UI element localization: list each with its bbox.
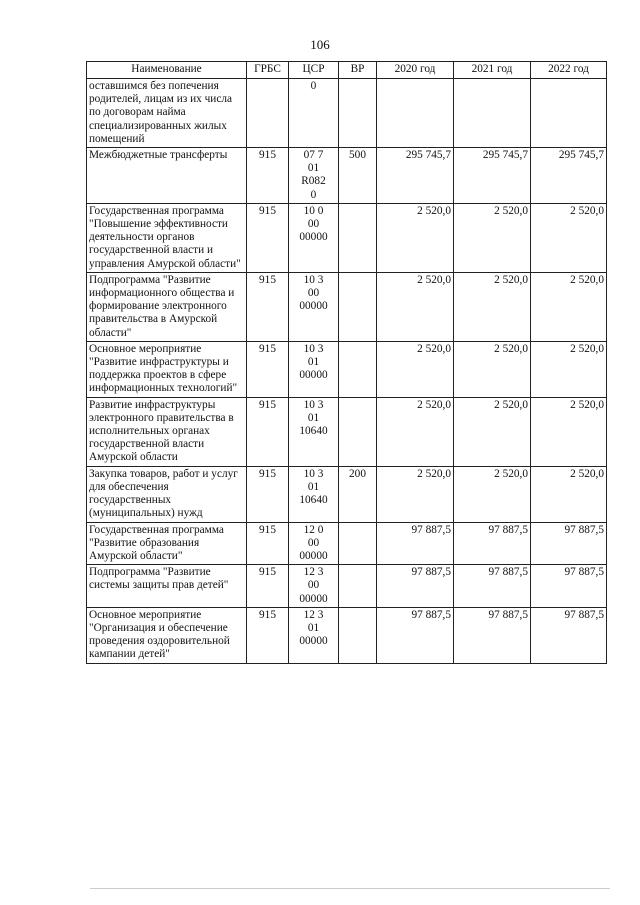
csr-code-line: 12 0: [303, 523, 324, 536]
row-2020-cell: 2 520,0: [377, 466, 454, 522]
row-2021-cell: 97 887,5: [454, 522, 531, 565]
row-grbs-cell: 915: [247, 203, 289, 272]
csr-code-line: 10 3: [303, 467, 324, 480]
row-csr-cell: [289, 466, 339, 522]
table-row: [87, 466, 607, 522]
row-2022-cell: 2 520,0: [531, 397, 607, 466]
row-name-cell: Закупка товаров, работ и услуг для обеспечения государственных (муниципальных) нужд: [87, 466, 247, 522]
row-2021-cell: 2 520,0: [454, 272, 531, 341]
row-grbs-cell: 915: [247, 565, 289, 608]
row-2021-cell: 2 520,0: [454, 203, 531, 272]
row-vr-cell: [339, 272, 377, 341]
csr-code-line: 00: [307, 536, 320, 549]
csr-code-line: 01: [307, 411, 320, 424]
csr-code-line: R082: [301, 175, 326, 188]
csr-code-line: 00: [307, 287, 320, 300]
row-2022-cell: [531, 79, 607, 148]
row-grbs-cell: 915: [247, 341, 289, 397]
csr-code-line: 12 3: [303, 566, 324, 579]
csr-code-line: 00000: [299, 231, 328, 244]
row-2022-cell: 2 520,0: [531, 466, 607, 522]
row-vr-cell: [339, 565, 377, 608]
row-csr-cell: [289, 203, 339, 272]
row-2022-cell: 97 887,5: [531, 522, 607, 565]
row-name-cell: Межбюджетные трансферты: [87, 148, 247, 204]
csr-code-line: 01: [307, 356, 320, 369]
row-name-cell: Государственная программа "Развитие образования Амурской области": [87, 522, 247, 565]
row-2021-cell: [454, 79, 531, 148]
row-2021-cell: 2 520,0: [454, 466, 531, 522]
row-csr-cell: [289, 272, 339, 341]
row-2020-cell: 2 520,0: [377, 203, 454, 272]
row-name-cell: Государственная программа "Повышение эффективности деятельности органов государственной власти и управления Амурской области": [87, 203, 247, 272]
row-grbs-cell: [247, 79, 289, 148]
row-grbs-cell: 915: [247, 148, 289, 204]
column-header-2020: 2020 год: [377, 62, 454, 79]
table-row: [87, 203, 607, 272]
csr-code-line: 10 3: [303, 398, 324, 411]
row-vr-cell: [339, 607, 377, 663]
budget-table: [86, 61, 607, 664]
row-csr-cell: [289, 607, 339, 663]
csr-code-line: 07 7: [303, 149, 324, 162]
row-2022-cell: 2 520,0: [531, 272, 607, 341]
row-2022-cell: 295 745,7: [531, 148, 607, 204]
table-row: [87, 565, 607, 608]
row-name-cell: Подпрограмма "Развитие системы защиты прав детей": [87, 565, 247, 608]
table-row: [87, 522, 607, 565]
table-row: [87, 272, 607, 341]
csr-code-line: 10640: [299, 425, 328, 438]
row-2022-cell: 2 520,0: [531, 203, 607, 272]
column-header-grbs: ГРБС: [247, 62, 289, 79]
csr-code-line: 00: [307, 218, 320, 231]
column-header-name: Наименование: [87, 62, 247, 79]
row-csr-cell: [289, 148, 339, 204]
csr-code-line: 00000: [299, 592, 328, 605]
row-vr-cell: [339, 522, 377, 565]
row-vr-cell: [339, 203, 377, 272]
row-2022-cell: 2 520,0: [531, 341, 607, 397]
page-number: 106: [310, 37, 330, 52]
column-header-2022: 2022 год: [531, 62, 607, 79]
row-csr-cell: [289, 397, 339, 466]
row-vr-cell: [339, 397, 377, 466]
row-name-cell: Основное мероприятие "Развитие инфраструктуры и поддержка проектов в сфере информационных технологий": [87, 341, 247, 397]
csr-code-line: 10 3: [303, 342, 324, 355]
row-2020-cell: 97 887,5: [377, 522, 454, 565]
row-2021-cell: 97 887,5: [454, 607, 531, 663]
row-2020-cell: 2 520,0: [377, 272, 454, 341]
row-2020-cell: 295 745,7: [377, 148, 454, 204]
csr-code-line: 01: [307, 162, 320, 175]
column-header-2021: 2021 год: [454, 62, 531, 79]
row-2020-cell: 2 520,0: [377, 341, 454, 397]
csr-code-line: 10 3: [303, 273, 324, 286]
row-2020-cell: [377, 79, 454, 148]
row-grbs-cell: 915: [247, 522, 289, 565]
csr-code-line: 00: [307, 579, 320, 592]
column-header-csr: ЦСР: [289, 62, 339, 79]
csr-code-line: 00000: [299, 635, 328, 648]
row-vr-cell: [339, 341, 377, 397]
row-csr-cell: [289, 79, 339, 148]
row-2020-cell: 97 887,5: [377, 565, 454, 608]
row-2020-cell: 97 887,5: [377, 607, 454, 663]
row-grbs-cell: 915: [247, 466, 289, 522]
csr-code-line: 01: [307, 480, 320, 493]
csr-code-line: 01: [307, 621, 320, 634]
row-vr-cell: 500: [339, 148, 377, 204]
row-csr-cell: [289, 565, 339, 608]
table-body: [87, 79, 607, 664]
row-csr-cell: [289, 341, 339, 397]
row-grbs-cell: 915: [247, 397, 289, 466]
row-vr-cell: [339, 79, 377, 148]
table-row: [87, 148, 607, 204]
row-2021-cell: 2 520,0: [454, 341, 531, 397]
table-row: [87, 397, 607, 466]
csr-code-line: 00000: [299, 549, 328, 562]
column-header-vr: ВР: [339, 62, 377, 79]
row-2022-cell: 97 887,5: [531, 607, 607, 663]
row-vr-cell: 200: [339, 466, 377, 522]
csr-code-line: 10640: [299, 494, 328, 507]
row-name-cell: оставшимся без попечения родителей, лицам из их числа по договорам найма специализированных жилых помещений: [87, 79, 247, 148]
csr-code-line: 00000: [299, 369, 328, 382]
row-2022-cell: 97 887,5: [531, 565, 607, 608]
row-grbs-cell: 915: [247, 607, 289, 663]
row-name-cell: Основное мероприятие "Организация и обеспечение проведения оздоровительной кампании детей": [87, 607, 247, 663]
table-header-row: [87, 62, 607, 79]
row-name-cell: Развитие инфраструктуры электронного правительства в исполнительных органах государственной власти Амурской области: [87, 397, 247, 466]
csr-code-line: 10 0: [303, 204, 324, 217]
row-2020-cell: 2 520,0: [377, 397, 454, 466]
row-name-cell: Подпрограмма "Развитие информационного общества и формирование электронного правительства в Амурской области": [87, 272, 247, 341]
row-grbs-cell: 915: [247, 272, 289, 341]
row-2021-cell: 2 520,0: [454, 397, 531, 466]
csr-code-line: 0: [310, 80, 317, 92]
table-row: [87, 79, 607, 148]
row-csr-cell: [289, 522, 339, 565]
page-bottom-rule: [90, 888, 610, 889]
csr-code-line: 0: [310, 188, 317, 201]
table-row: [87, 607, 607, 663]
row-2021-cell: 97 887,5: [454, 565, 531, 608]
table-row: [87, 341, 607, 397]
csr-code-line: 00000: [299, 300, 328, 313]
csr-code-line: 12 3: [303, 608, 324, 621]
row-2021-cell: 295 745,7: [454, 148, 531, 204]
